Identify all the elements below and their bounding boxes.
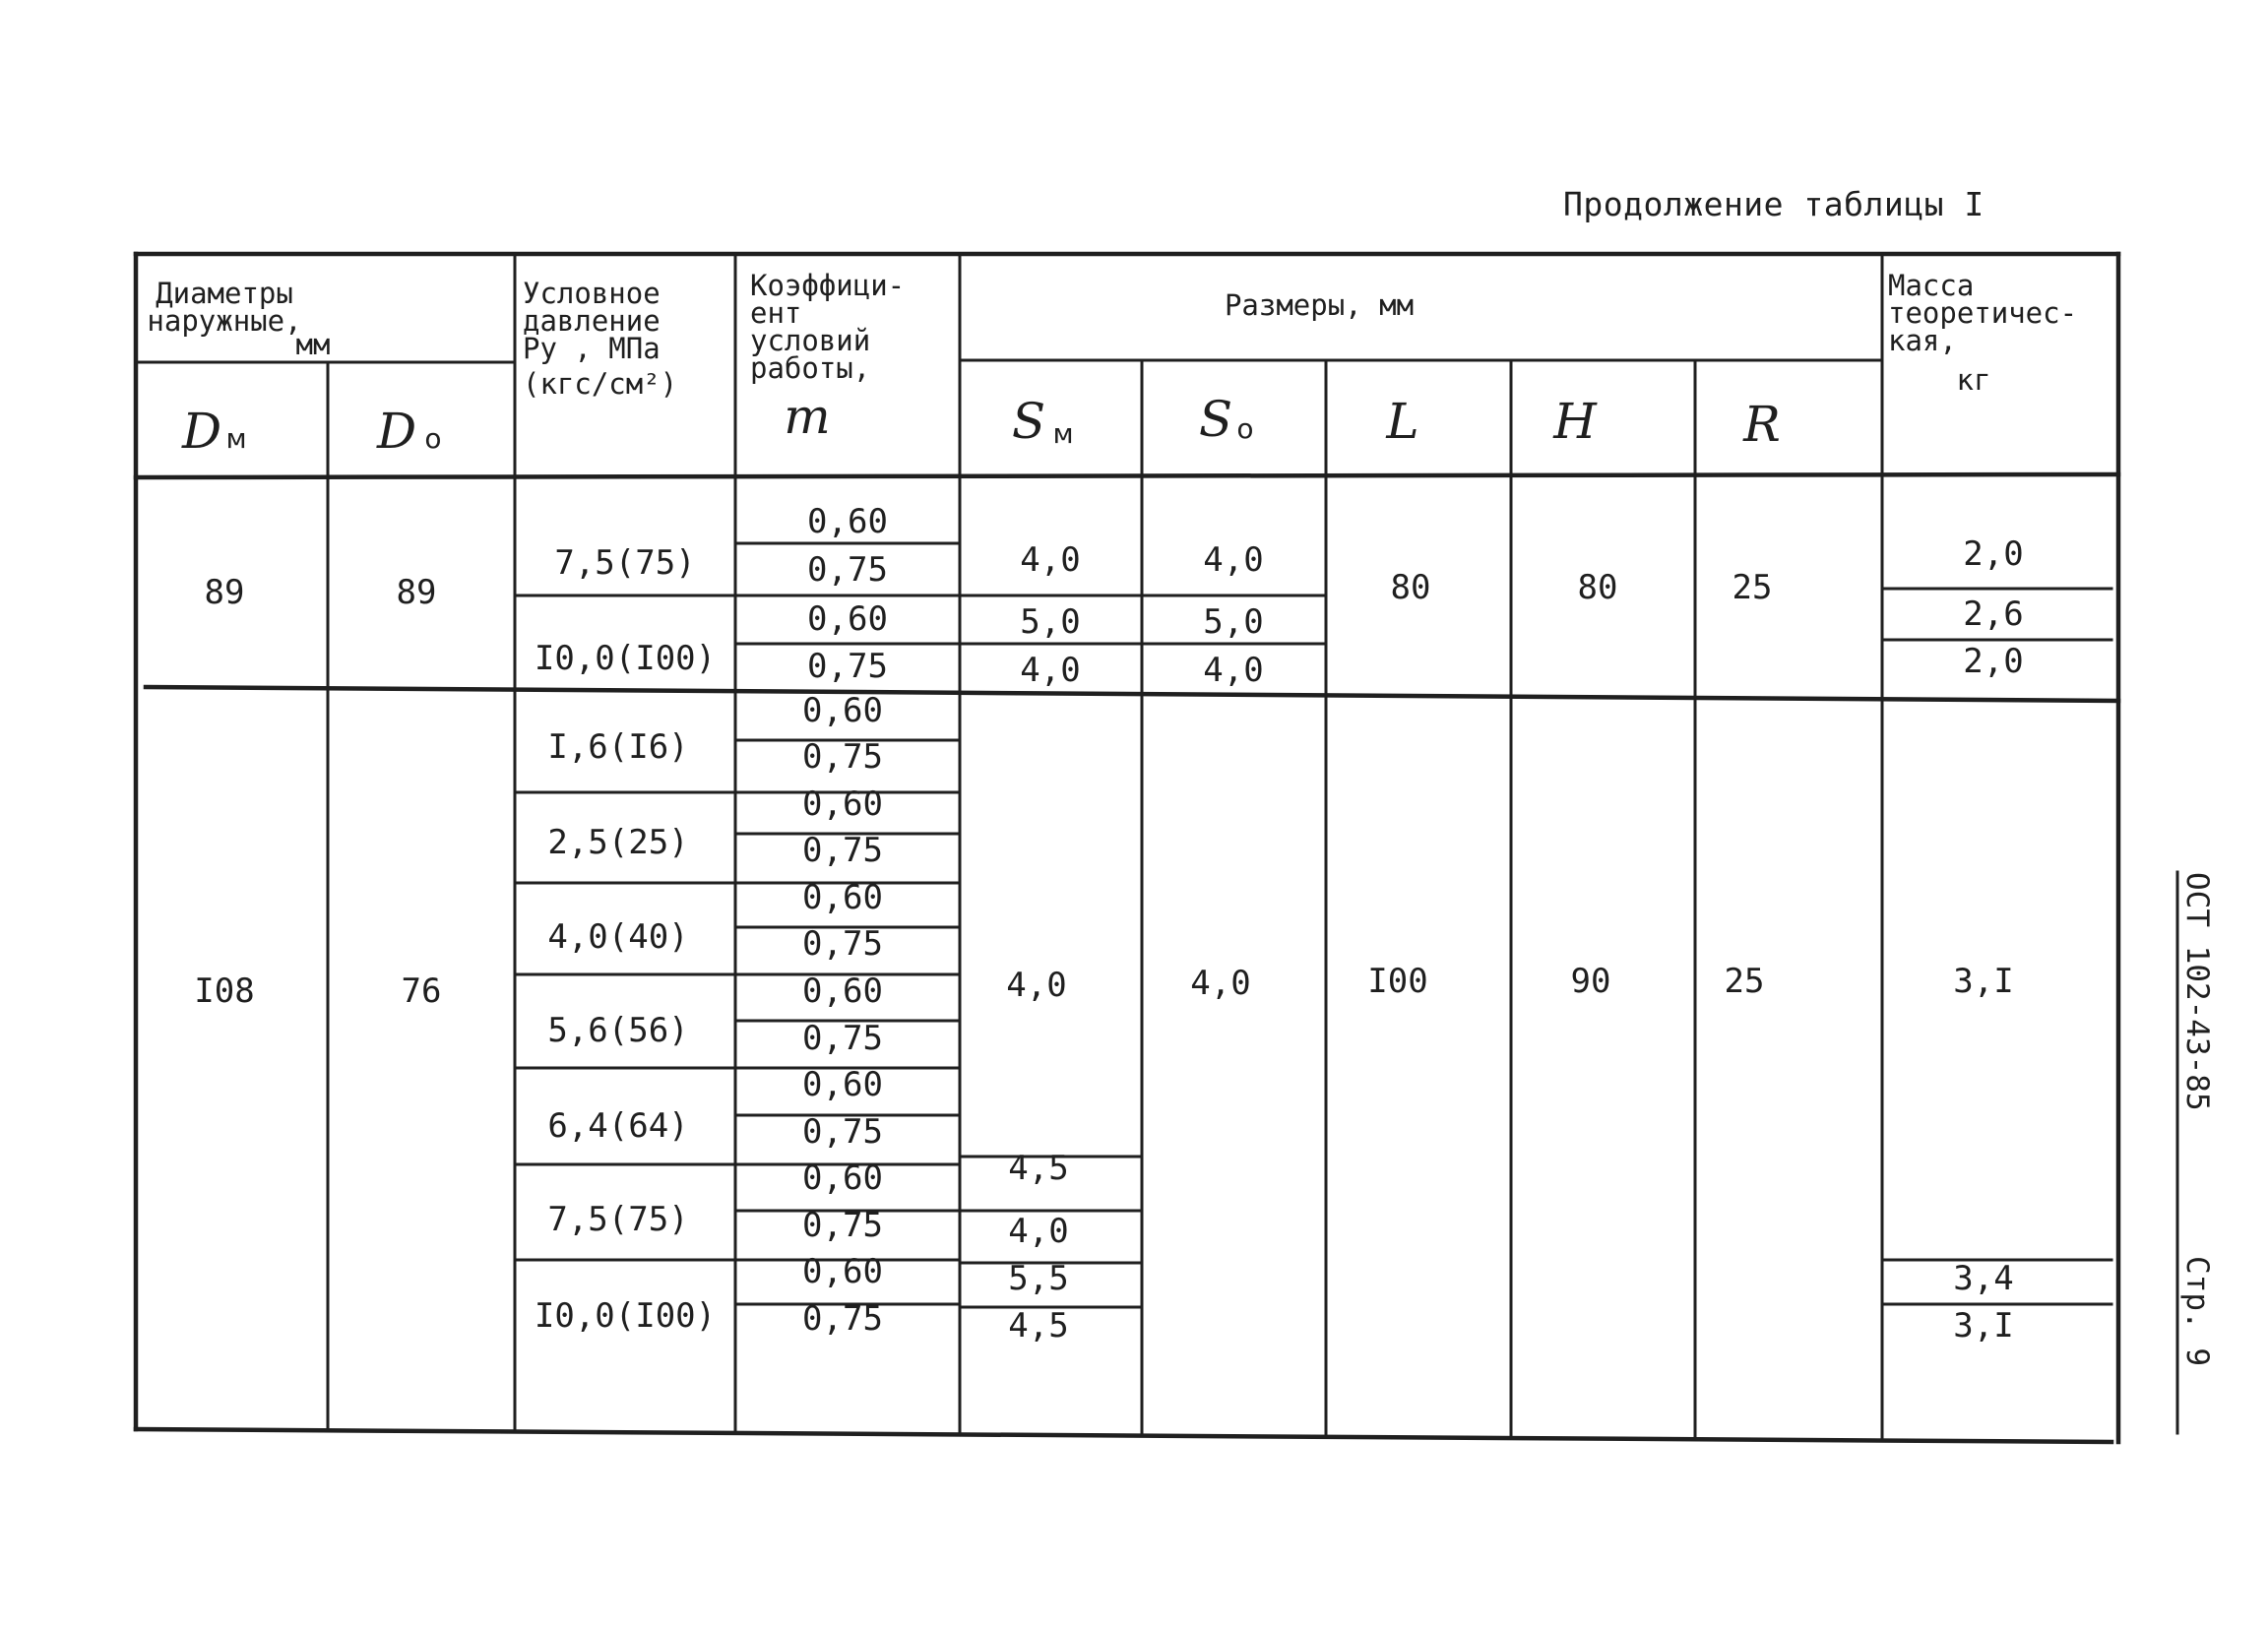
header-dimensions: Размеры, мм <box>1224 288 1415 322</box>
cell-m: 0,60 <box>802 878 883 917</box>
cell-sm: 5,5 <box>1008 1259 1069 1298</box>
cell-pressure: I,6(I6) <box>547 727 689 767</box>
header-do-sub: о <box>424 422 442 455</box>
document-code: ОСТ 102-43-85 <box>2179 872 2215 1111</box>
cell-m: 0,75 <box>802 1206 883 1245</box>
cell-m: 0,75 <box>802 831 883 870</box>
header-dm-symbol: D <box>181 403 222 460</box>
cell-sm: 4,0 <box>1008 1212 1069 1251</box>
cell-pressure: I0,0(I00) <box>534 1296 717 1336</box>
header-mass-unit: кг <box>1956 363 1991 397</box>
header-pressure-line1: Условное <box>523 277 661 310</box>
cell-m: 0,60 <box>802 784 883 824</box>
header-mass-line1: Масса <box>1888 269 1975 302</box>
cell-do: 76 <box>401 971 442 1011</box>
cell-m: 0,60 <box>807 502 888 541</box>
cell-mass: 3,I <box>1953 1306 2014 1346</box>
cell-sm: 4,5 <box>1008 1306 1069 1346</box>
header-do-symbol: D <box>376 403 417 460</box>
page-number: Стр. 9 <box>2179 1256 2215 1366</box>
cell-pressure: 6,4(64) <box>547 1106 689 1146</box>
cell-so: 4,0 <box>1203 540 1264 580</box>
cell-mass: 2,6 <box>1963 595 2024 634</box>
cell-r: 25 <box>1732 568 1773 607</box>
header-so-symbol: S <box>1198 391 1233 448</box>
cell-m: 0,75 <box>802 1299 883 1339</box>
cell-m: 0,60 <box>802 1065 883 1104</box>
cell-m: 0,60 <box>802 1158 883 1198</box>
cell-dm: 89 <box>204 573 245 612</box>
cell-r: 25 <box>1724 962 1765 1001</box>
header-diameters-line1: Диаметры <box>156 277 293 310</box>
cell-pressure: 7,5(75) <box>554 543 696 583</box>
cell-m: 0,75 <box>802 1112 883 1152</box>
cell-mass: 3,4 <box>1953 1259 2014 1298</box>
cell-l: 80 <box>1390 568 1431 607</box>
cell-pressure: 5,6(56) <box>547 1011 689 1050</box>
cell-pressure: I0,0(I00) <box>534 639 717 678</box>
cell-sm: 4,0 <box>1006 966 1067 1005</box>
cell-l: I00 <box>1367 962 1428 1001</box>
header-diameters-line2: наружные, <box>147 304 302 338</box>
header-h-symbol: H <box>1553 393 1597 450</box>
header-pressure-line3: Ру , МПа <box>523 332 661 365</box>
cell-sm: 5,0 <box>1020 602 1081 642</box>
cell-pressure: 4,0(40) <box>547 917 689 957</box>
header-sm-symbol: S <box>1011 393 1046 450</box>
header-l-symbol: L <box>1386 393 1419 450</box>
cell-dm: I08 <box>194 971 255 1011</box>
cell-h: 90 <box>1570 962 1611 1001</box>
cell-so: 5,0 <box>1203 602 1264 642</box>
cell-do: 89 <box>396 573 437 612</box>
cell-m: 0,75 <box>807 647 888 686</box>
cell-mass: 2,0 <box>1963 534 2024 574</box>
header-coeff-line3: условий <box>750 324 871 357</box>
cell-m: 0,75 <box>802 924 883 964</box>
header-r-symbol: R <box>1743 396 1781 453</box>
table-caption: Продолжение таблицы I <box>1563 185 1984 223</box>
cell-m: 0,60 <box>802 971 883 1011</box>
table-header <box>147 269 2077 460</box>
header-coeff-line1: Коэффици- <box>750 269 906 302</box>
header-diameters-unit: мм <box>295 328 331 361</box>
cell-mass: 2,0 <box>1963 642 2024 681</box>
cell-sm: 4,0 <box>1020 540 1081 580</box>
cell-h: 80 <box>1577 568 1618 607</box>
header-so-sub: о <box>1236 412 1254 445</box>
cell-m: 0,75 <box>802 1019 883 1058</box>
header-mass-line3: кая, <box>1888 324 1957 357</box>
cell-mass: 3,I <box>1953 962 2014 1001</box>
cell-pressure: 7,5(75) <box>547 1200 689 1239</box>
header-coeff-line2: ент <box>750 296 802 330</box>
cell-sm: 4,0 <box>1020 651 1081 690</box>
side-stamp <box>2177 872 2215 1433</box>
cell-m: 0,75 <box>807 550 888 590</box>
cell-m: 0,75 <box>802 737 883 777</box>
cell-m: 0,60 <box>807 599 888 639</box>
table-row-group-108 <box>194 691 2013 1346</box>
cell-m: 0,60 <box>802 1252 883 1291</box>
cell-m: 0,60 <box>802 691 883 730</box>
header-pressure-line2: давление <box>523 304 661 338</box>
header-coeff-symbol: m <box>784 388 831 445</box>
header-coeff-line4: работы, <box>750 351 871 385</box>
header-pressure-line4: (кгс/см²) <box>523 367 678 401</box>
header-dm-sub: м <box>225 422 247 455</box>
header-sm-sub: м <box>1052 417 1074 450</box>
cell-so: 4,0 <box>1190 964 1251 1003</box>
header-mass-line2: теоретичес- <box>1888 296 2078 330</box>
cell-so: 4,0 <box>1203 651 1264 690</box>
cell-pressure: 2,5(25) <box>547 823 689 862</box>
cell-sm: 4,5 <box>1008 1149 1069 1188</box>
